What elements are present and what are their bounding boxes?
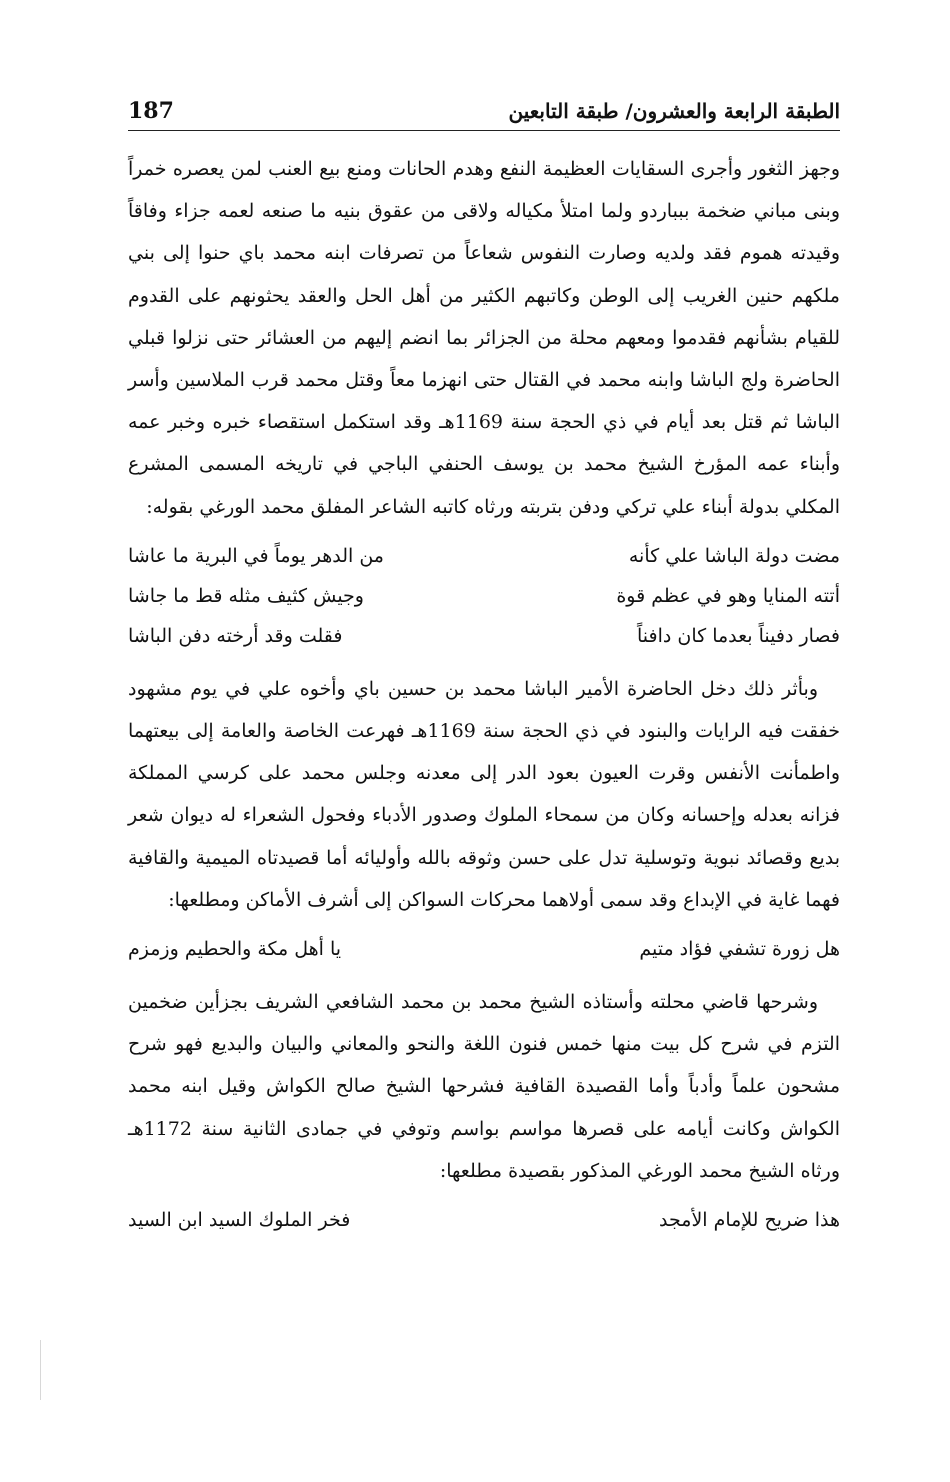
verse-line xyxy=(128,1200,840,1240)
second-hemistich: وجيش كثيف مثله قط ما جاشا xyxy=(128,584,364,607)
chapter-title: الطبقة الرابعة والعشرون/ طبقة التابعين xyxy=(508,99,840,123)
first-hemistich: فصار دفيناً بعدما كان دافناً xyxy=(636,624,840,647)
poem-2 xyxy=(128,929,840,969)
verse-line xyxy=(128,536,840,576)
scan-margin-mark xyxy=(40,1340,42,1400)
first-hemistich: أتته المنايا وهو في عظم قوة xyxy=(616,584,840,607)
header-divider xyxy=(128,130,840,131)
second-hemistich: يا أهل مكة والحطيم وزمزم xyxy=(128,938,342,961)
page-body xyxy=(128,148,840,1240)
paragraph-2: وبأثر ذلك دخل الحاضرة الأمير الباشا محمد بن حسين باي وأخوه علي في يوم مشهود خفقت فيه الرايات والبنود في ذي الحجة سنة 1169هـ فهرعت الخاصة والعامة إلى بيعتهما واطمأنت الأنفس وقرت العيون بعود الدر إلى معدنه وجلس محمد على كرسي المملكة فزانه بعدله وإحسانه وكان من سمحاء الملوك وصدور الأدباء وفحول الشعراء له ديوان شعر بديع وقصائد نبوية وتوسلية تدل على حسن وثوقه بالله وأوليائه أما قصيدتاه الميمية والقافية فهما غاية في الإبداع وقد سمى أولاهما محركات السواكن إلى أشرف الأماكن ومطلعها: xyxy=(128,677,840,911)
first-hemistich: مضت دولة الباشا علي كأنه xyxy=(628,544,840,567)
first-hemistich: هذا ضريح للإمام الأمجد xyxy=(659,1209,840,1232)
poem-3 xyxy=(128,1200,840,1240)
paragraph-3: وشرحها قاضي محلته وأستاذه الشيخ محمد بن محمد الشافعي الشريف بجزأين ضخمين التزم في شرح كل بيت منها خمس فنون اللغة والنحو والمعاني والبيان والبديع فهو شرح مشحون علماً وأدباً وأما القصيدة القافية فشرحها الشيخ صالح الكواش وقيل ابنه محمد الكواش وكانت أيامه على قصرها مواسم بواسم وتوفي في جمادى الثانية سنة 1172هـ ورثاه الشيخ محمد الورغي المذكور بقصيدة مطلعها: xyxy=(128,991,840,1182)
second-hemistich: فقلت وقد أرخته دفن الباشا xyxy=(128,624,343,647)
second-hemistich: من الدهر يوماً في البرية ما عاشا xyxy=(128,544,384,567)
verse-line xyxy=(128,616,840,656)
verse-line xyxy=(128,929,840,969)
poem-1 xyxy=(128,536,840,656)
verse-line xyxy=(128,576,840,616)
first-hemistich: هل زورة تشفي فؤاد متيم xyxy=(639,938,840,961)
second-hemistich: فخر الملوك السيد ابن السيد xyxy=(128,1209,351,1232)
running-header xyxy=(128,96,840,130)
page-number: 187 xyxy=(128,98,174,124)
paragraph-1: وجهز الثغور وأجرى السقايات العظيمة النفع وهدم الحانات ومنع بيع العنب لمن يعصره خمراً وبنى مباني ضخمة ببباردو ولما امتلأ مكياله ولاقى من عقوق بنيه ما صنعه لعمه جزاء وفاقاً وقيدته هموم فقد ولديه وصارت النفوس شعاعاً من تصرفات ابنه محمد باي حنوا إلى بني ملكهم حنين الغريب إلى الوطن وكاتبهم الكثير من أهل الحل والعقد يحثونهم على القدوم للقيام بشأنهم فقدموا ومعهم محلة من الجزائر بما انضم إليهم من العشائر حتى نزلوا قبلي الحاضرة ولج الباشا وابنه محمد في القتال حتى انهزما معاً وقتل محمد قرب الملاسين وأسر الباشا ثم قتل بعد أيام في ذي الحجة سنة 1169هـ وقد استكمل استقصاء خبره وخبر عمه وأبناء عمه المؤرخ الشيخ محمد بن يوسف الحنفي الباجي في تاريخه المسمى المشرع المكلي بدولة أبناء علي تركي ودفن بتربته ورثاه كاتبه الشاعر المفلق محمد الورغي بقوله: xyxy=(128,158,840,518)
